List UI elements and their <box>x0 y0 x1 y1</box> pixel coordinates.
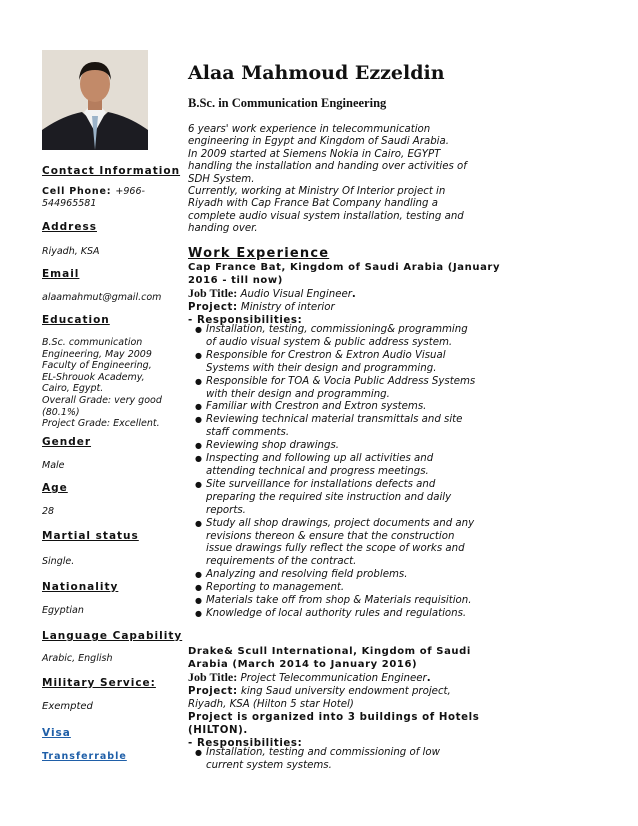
job-1-project <box>188 301 500 314</box>
responsibility-line: Reviewing shop drawings. <box>206 440 340 452</box>
summary-line: Currently, working at Ministry Of Interior project in <box>188 186 446 198</box>
bullet-icon: ● <box>195 376 202 386</box>
responsibility-item <box>195 569 475 582</box>
job-2-dates: Arabia (March 2014 to January 2016) <box>188 658 418 670</box>
cell-phone <box>42 186 177 210</box>
responsibility-item <box>195 747 440 773</box>
responsibility-line: Installation, testing and commissioning of low <box>206 747 440 758</box>
responsibility-item <box>195 518 475 570</box>
responsibility-line: preparing the required site instruction and daily <box>206 491 452 503</box>
summary-line: handling the installation and handing over activities of <box>188 161 467 173</box>
responsibility-line: Materials take off from shop & Materials requisition. <box>206 595 472 607</box>
education-line: Overall Grade: very good <box>42 394 162 406</box>
cell-value-2: 544965581 <box>42 198 97 209</box>
job-1-title-value: Audio Visual Engineer <box>237 289 352 301</box>
nationality-heading: Nationality <box>42 581 119 593</box>
address-value: Riyadh, KSA <box>42 246 100 257</box>
marital-value: Single. <box>42 556 75 567</box>
job-title-label: Job Title: <box>188 670 238 685</box>
summary-line: Riyadh with Cap France Bat Company handling a <box>188 198 438 210</box>
education-line: Cairo, Egypt. <box>42 383 104 395</box>
responsibility-line: Inspecting and following up all activities and <box>206 453 434 465</box>
job-1-title: Job Title: Audio Visual Engineer. <box>188 286 356 301</box>
summary-line: SDH System. <box>188 173 255 185</box>
age-heading: Age <box>42 482 68 494</box>
work-experience-heading: Work Experience <box>188 246 330 261</box>
education-line: B.Sc. communication <box>42 337 143 348</box>
bullet-icon: ● <box>195 479 202 489</box>
visa-value: Transferrable <box>42 751 127 762</box>
summary-line: engineering in Egypt and Kingdom of Saudi Arabia. <box>188 136 449 148</box>
responsibility-line: with their design and programming. <box>206 388 390 400</box>
responsibility-line: reports. <box>206 504 246 516</box>
responsibility-line: Study all shop drawings, project documents and any <box>206 517 475 529</box>
degree: B.Sc. in Communication Engineering <box>188 96 387 110</box>
military-value: Exempted <box>42 701 93 712</box>
bullet-icon: ● <box>195 350 202 360</box>
responsibility-item <box>195 376 475 402</box>
project-label: Project: <box>188 302 238 314</box>
responsibility-item <box>195 440 475 453</box>
project-label: Project: <box>188 686 238 698</box>
education-line: Project Grade: Excellent. <box>42 418 160 430</box>
summary-line: 6 years' work experience in telecommunication <box>188 124 431 135</box>
visa-heading: Visa <box>42 727 71 739</box>
responsibility-item <box>195 595 475 608</box>
bullet-icon: ● <box>195 415 202 425</box>
responsibility-line: staff comments. <box>206 427 290 439</box>
responsibility-line: Installation, testing, commissioning& programming <box>206 324 468 335</box>
bullet-icon: ● <box>195 454 202 464</box>
job-1-company: Cap France Bat, Kingdom of Saudi Arabia (January <box>188 262 501 273</box>
job-2-company: Drake& Scull International, Kingdom of Saudi <box>188 646 471 657</box>
responsibility-line: of audio visual system & public address system. <box>206 336 453 348</box>
job-1-responsibilities <box>195 324 475 621</box>
responsibility-item <box>195 414 475 440</box>
job-1-responsibilities-label: - Responsibilities: <box>188 315 303 327</box>
responsibility-item <box>195 324 475 350</box>
job-2-project <box>188 685 479 698</box>
responsibility-item <box>195 582 475 595</box>
job-2-note-1: Project is organized into 3 buildings of Hotels <box>188 712 480 724</box>
profile-photo <box>42 50 148 150</box>
education-line: EL-Shrouok Academy, <box>42 371 145 383</box>
responsibility-item <box>195 350 475 376</box>
responsibility-line: Responsible for TOA & Vocia Public Address Systems <box>206 375 476 387</box>
email-heading: Email <box>42 268 80 280</box>
address-heading: Address <box>42 221 97 233</box>
responsibility-item <box>195 479 475 518</box>
cell-value-1: +966- <box>115 186 145 197</box>
language-heading: Language Capability <box>42 630 183 642</box>
job-1-dates: 2016 - till now) <box>188 274 283 286</box>
responsibility-item <box>195 453 475 479</box>
education-block <box>42 337 177 430</box>
responsibility-line: Site surveillance for installations defects and <box>206 478 436 490</box>
bullet-icon: ● <box>195 748 202 757</box>
responsibility-line: Familiar with Crestron and Extron systems. <box>206 401 427 413</box>
responsibility-line: Analyzing and resolving field problems. <box>206 569 408 581</box>
responsibility-item <box>195 401 475 414</box>
responsibility-line: revisions thereon & ensure that the construction <box>206 530 455 542</box>
responsibility-line: Reviewing technical material transmittals and site <box>206 414 463 426</box>
candidate-name: Alaa Mahmoud Ezzeldin <box>188 62 445 84</box>
responsibility-line: issue drawings fully reflect the scope of works and <box>206 543 465 555</box>
bullet-icon: ● <box>195 325 202 334</box>
bullet-icon: ● <box>195 596 202 606</box>
responsibility-item <box>195 608 475 621</box>
job-2-responsibilities-label: - Responsibilities: <box>188 738 303 750</box>
bullet-icon: ● <box>195 570 202 580</box>
marital-heading: Martial status <box>42 530 139 542</box>
summary <box>188 124 467 236</box>
summary-line: In 2009 started at Siemens Nokia in Cairo, EGYPT <box>188 148 441 160</box>
nationality-value: Egyptian <box>42 605 84 616</box>
responsibility-line: attending technical and progress meetings. <box>206 465 429 477</box>
job-2-note-2: (HILTON). <box>188 725 248 737</box>
military-heading: Military Service: <box>42 677 156 689</box>
bullet-icon: ● <box>195 583 202 593</box>
job-2-title-value: Project Telecommunication Engineer <box>237 673 427 685</box>
education-line: (80.1%) <box>42 406 80 418</box>
language-value: Arabic, English <box>42 653 113 664</box>
job-2-project-value-2: Riyadh, KSA (Hilton 5 star Hotel) <box>188 699 354 711</box>
summary-line: handing over. <box>188 223 258 235</box>
job-title-label: Job Title: <box>188 286 238 301</box>
bullet-icon: ● <box>195 402 202 412</box>
age-value: 28 <box>42 506 55 517</box>
education-line: Engineering, May 2009 <box>42 348 152 360</box>
responsibility-line: Knowledge of local authority rules and regulations. <box>206 607 467 619</box>
job-1-project-value: Ministry of interior <box>237 302 335 314</box>
contact-heading: Contact Information <box>42 165 181 177</box>
gender-value: Male <box>42 460 65 471</box>
responsibility-line: current system systems. <box>206 759 332 771</box>
gender-heading: Gender <box>42 436 92 448</box>
responsibility-line: Responsible for Crestron & Extron Audio Visual <box>206 349 446 361</box>
bullet-icon: ● <box>195 608 202 618</box>
job-2-responsibilities <box>195 747 440 773</box>
job-1-header <box>188 262 500 327</box>
responsibility-line: requirements of the contract. <box>206 556 357 568</box>
job-2-header <box>188 646 479 750</box>
bullet-icon: ● <box>195 518 202 528</box>
education-line: Faculty of Engineering, <box>42 360 152 372</box>
job-2-project-value-1: king Saud university endowment project, <box>237 686 451 698</box>
summary-line: complete audio visual system installation, testing and <box>188 210 464 222</box>
cell-label: Cell Phone: <box>42 186 116 197</box>
bullet-icon: ● <box>195 441 202 451</box>
job-2-title: Job Title: Project Telecommunication Engineer. <box>188 670 431 685</box>
responsibility-line: Reporting to management. <box>206 582 345 594</box>
responsibility-line: Systems with their design and programming. <box>206 362 437 374</box>
education-heading: Education <box>42 314 110 326</box>
email-value: alaamahmut@gmail.com <box>42 292 162 303</box>
